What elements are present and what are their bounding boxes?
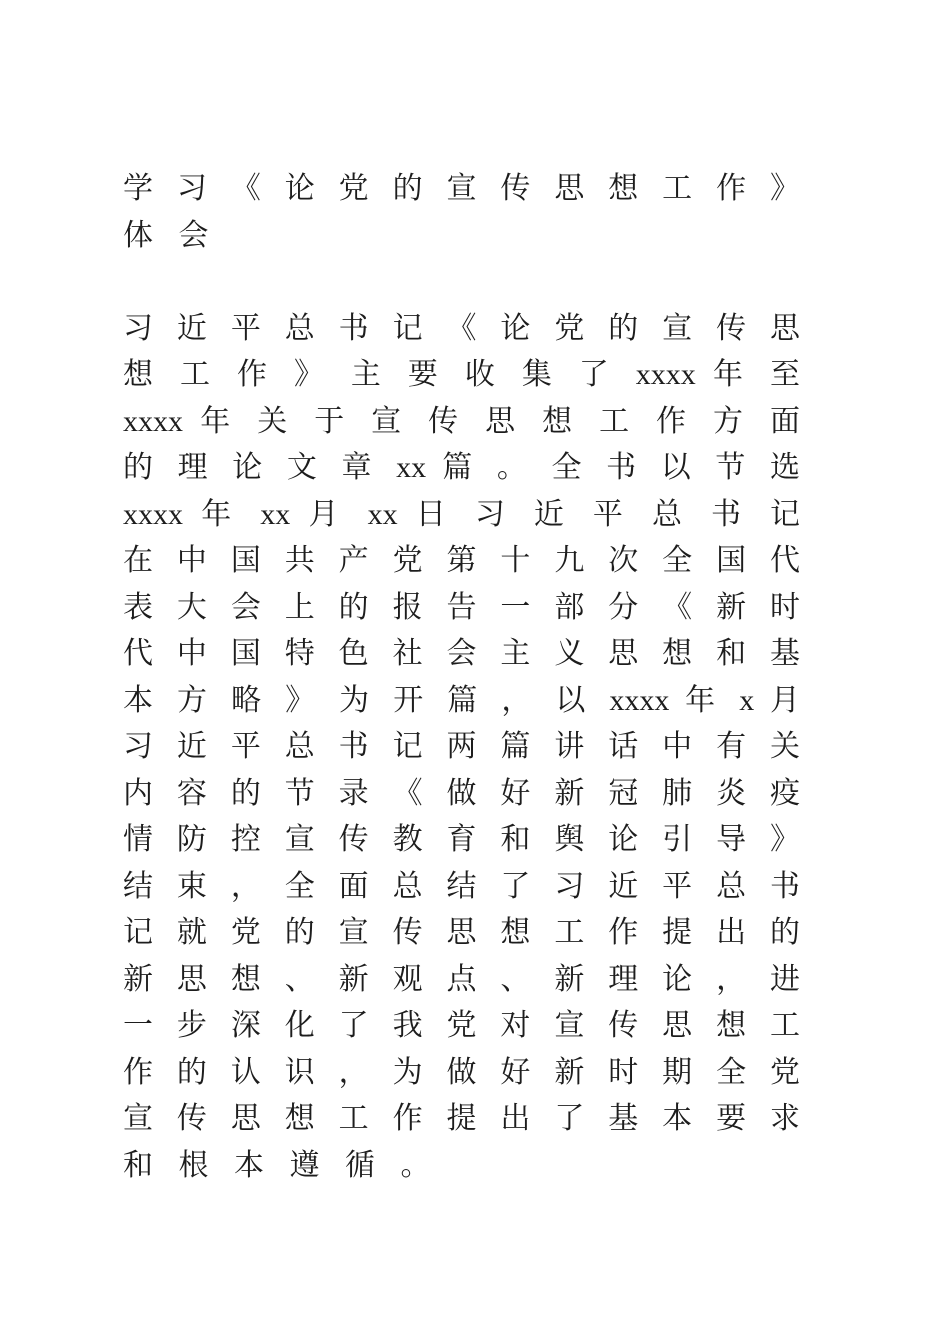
body-line: 习 近 平 总 书 记 两 篇 讲 话 中 有 关 — [123, 730, 800, 763]
body-line: xxxx 年 关 于 宣 传 思 想 工 作 方 面 — [123, 404, 800, 438]
document-title — [123, 166, 800, 259]
body-line: 内 容 的 节 录 《 做 好 新 冠 肺 炎 疫 — [123, 776, 800, 810]
body-line: 想 工 作 》 主 要 收 集 了 xxxx 年 至 — [123, 358, 800, 391]
title-line: 学 习 《 论 党 的 宣 传 思 想 工 作 》 — [123, 172, 800, 205]
body-line: 一 步 深 化 了 我 党 对 宣 传 思 想 工 — [123, 1009, 800, 1042]
body-line: 和 根 本 遵 循 。 — [123, 1148, 431, 1182]
body-line: 习 近 平 总 书 记 《 论 党 的 宣 传 思 — [123, 311, 800, 345]
body-line: 记 就 党 的 宣 传 思 想 工 作 提 出 的 — [123, 916, 800, 949]
body-line: 宣 传 思 想 工 作 提 出 了 基 本 要 求 — [123, 1102, 800, 1135]
body-line: 表 大 会 上 的 报 告 一 部 分 《 新 时 — [123, 590, 800, 624]
body-line: 本 方 略 》 为 开 篇 ， 以 xxxx 年 x 月 — [123, 683, 800, 717]
title-line: 体 会 — [123, 218, 209, 252]
body-line: 情 防 控 宣 传 教 育 和 舆 论 引 导 》 — [123, 823, 800, 856]
body-line: 结 束 ， 全 面 总 结 了 习 近 平 总 书 — [123, 869, 800, 903]
text-block — [123, 166, 800, 1189]
body-line: xxxx 年 xx 月 xx 日 习 近 平 总 书 记 — [123, 497, 800, 531]
body-line: 新 思 想 、 新 观 点 、 新 理 论 ， 进 — [123, 962, 800, 996]
body-line: 的 理 论 文 章 xx 篇 。 全 书 以 节 选 — [123, 451, 800, 484]
body-line: 在 中 国 共 产 党 第 十 九 次 全 国 代 — [123, 544, 800, 577]
body-line: 作 的 认 识 ， 为 做 好 新 时 期 全 党 — [123, 1055, 800, 1089]
body-line: 代 中 国 特 色 社 会 主 义 思 想 和 基 — [123, 637, 800, 670]
blank-line — [123, 259, 800, 306]
